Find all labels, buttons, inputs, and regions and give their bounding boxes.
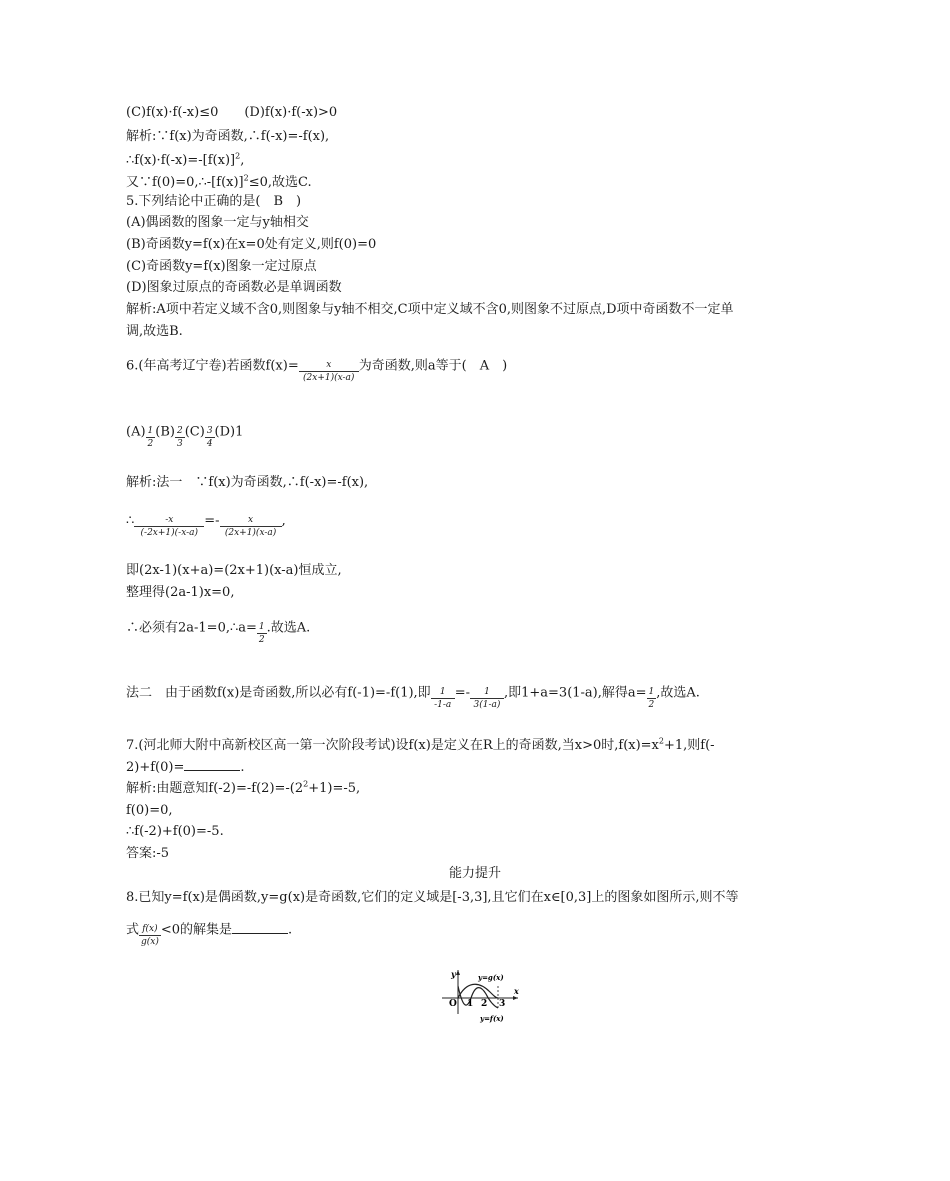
text: 7.(河北师大附中高新校区高一第一次阶段考试)设f(x)是定义在R上的奇函数,当x>0时,f(x)=x [126, 738, 659, 753]
denominator: 2 [147, 439, 154, 449]
line-1: (C)f(x)·f(-x)≤0 (D)f(x)·f(-x)>0 [126, 105, 338, 120]
text: 又∵f(0)=0,∴-[f(x)] [126, 175, 244, 190]
q6-method-2 [126, 681, 700, 710]
numerator: 1 [258, 622, 265, 632]
denominator: (2x+1)(x-a) [224, 528, 277, 538]
q7-solution-1 [126, 780, 360, 798]
line-3 [126, 152, 244, 170]
fraction [205, 426, 215, 450]
line-2: 解析:∵f(x)为奇函数,∴f(-x)=-f(x), [126, 129, 330, 144]
text: 式 [126, 922, 140, 938]
fraction [139, 924, 161, 948]
numerator: -x [134, 515, 204, 527]
numerator: 2 [176, 426, 183, 436]
question-7-line-2 [126, 758, 245, 777]
text: (C) [184, 424, 205, 440]
numerator: x [220, 515, 282, 527]
text: ≤0,故选C. [248, 175, 312, 190]
fraction [220, 515, 282, 539]
text: , [281, 513, 286, 529]
numerator: 1 [147, 426, 154, 436]
q5-solution-2: 调,故选B. [126, 324, 183, 339]
denominator: 2 [648, 700, 655, 710]
q5-option-a: (A)偶函数的图象一定与y轴相交 [126, 215, 309, 230]
y-axis-arrow [456, 970, 460, 975]
denominator: -1-a [434, 700, 452, 710]
question-8-line-2 [126, 918, 293, 947]
text: =- [454, 685, 470, 701]
superscript: 2 [235, 151, 241, 161]
q5-option-c: (C)奇函数y=f(x)图象一定过原点 [126, 259, 317, 274]
numerator: 3 [206, 426, 213, 436]
q7-answer: 答案:-5 [126, 846, 170, 861]
denominator: g(x) [141, 937, 159, 947]
text: ,即1+a=3(1-a),解得a= [503, 685, 647, 701]
q5-solution-1: 解析:A项中若定义域不含0,则图象与y轴不相交,C项中定义域不含0,则图象不过原点,D项中奇函数不一定单 [126, 302, 734, 317]
origin-label: O [449, 999, 457, 1009]
fraction [257, 622, 267, 646]
fraction [146, 426, 156, 450]
text: .故选A. [266, 620, 311, 636]
denominator: 3 [176, 439, 183, 449]
denominator: (2x+1)(x-a) [303, 373, 355, 383]
fraction [134, 515, 204, 539]
text: (A) [126, 424, 146, 440]
q6-options [126, 420, 244, 449]
text: 2)+f(0)= [126, 760, 185, 775]
text: (D)1 [214, 424, 244, 440]
g-label: y=g(x) [478, 973, 504, 982]
tick-label-3: 3 [499, 999, 506, 1009]
g-curve [458, 984, 498, 998]
answer-blank[interactable] [184, 758, 240, 771]
numerator: x [299, 360, 359, 372]
text: . [240, 760, 245, 775]
text: =- [204, 513, 220, 529]
text: 解析:由题意知f(-2)=-f(2)=-(2 [126, 781, 304, 796]
tick-label-2: 2 [481, 999, 488, 1009]
q6-solution-4: 整理得(2a-1)x=0, [126, 585, 235, 600]
function-graph-figure [438, 966, 522, 1026]
numerator: 1 [470, 687, 504, 699]
q6-solution-1: 解析:法一 ∵f(x)为奇函数,∴f(-x)=-f(x), [126, 475, 369, 490]
q6-solution-5 [126, 616, 311, 645]
q5-option-d: (D)图象过原点的奇函数必是单调函数 [126, 280, 342, 295]
text: ∴ [126, 513, 135, 529]
line-4 [126, 174, 312, 192]
superscript: 2 [303, 779, 309, 789]
fraction [470, 687, 504, 711]
fraction [431, 687, 455, 711]
superscript: 2 [243, 173, 249, 183]
question-8-line-1: 8.已知y=f(x)是偶函数,y=g(x)是奇函数,它们的定义域是[-3,3],且它们在x∈[0,3]上的图象如图所示,则不等 [126, 890, 739, 905]
question-5: 5.下列结论中正确的是( B ) [126, 194, 302, 209]
denominator: 4 [206, 439, 213, 449]
text: ∴必须有2a-1=0,∴a= [126, 620, 257, 636]
q6-solution-3: 即(2x-1)(x+a)=(2x+1)(x-a)恒成立, [126, 563, 342, 578]
fraction [647, 687, 657, 711]
q7-solution-3: ∴f(-2)+f(0)=-5. [126, 824, 224, 839]
answer-blank[interactable] [232, 921, 288, 934]
superscript: 2 [658, 736, 664, 746]
numerator: f(x) [139, 924, 161, 936]
denominator: 2 [258, 635, 265, 645]
q5-option-b: (B)奇函数y=f(x)在x=0处有定义,则f(0)=0 [126, 237, 377, 252]
fraction [175, 426, 185, 450]
question-6 [126, 354, 508, 383]
numerator: 1 [431, 687, 455, 699]
text: , [240, 153, 245, 168]
x-axis-arrow [513, 996, 518, 1000]
text: . [288, 922, 293, 938]
section-title: 能力提升 [448, 866, 501, 881]
text: (B) [155, 424, 175, 440]
tick-label-1: 1 [467, 999, 474, 1009]
text: ,故选A. [656, 685, 700, 701]
text: ∴f(x)·f(-x)=-[f(x)] [126, 153, 236, 168]
denominator: (-2x+1)(-x-a) [140, 528, 199, 538]
q6-solution-2 [126, 509, 286, 538]
text: 法二 由于函数f(x)是奇函数,所以必有f(-1)=-f(1),即 [126, 685, 431, 701]
text: +1)=-5, [308, 781, 361, 796]
f-label: y=f(x) [480, 1014, 504, 1023]
text: <0的解集是 [160, 922, 233, 938]
q7-solution-2: f(0)=0, [126, 803, 173, 818]
x-axis-label: x [514, 986, 519, 996]
fraction [299, 360, 359, 384]
denominator: 3(1-a) [473, 700, 501, 710]
question-7-line-1 [126, 737, 715, 755]
numerator: 1 [648, 687, 655, 697]
y-axis-label: y [451, 969, 456, 979]
text: +1,则f(- [664, 738, 715, 753]
text: 6.(年高考辽宁卷)若函数f(x)= [126, 358, 299, 374]
text: 为奇函数,则a等于( A ) [358, 358, 508, 374]
